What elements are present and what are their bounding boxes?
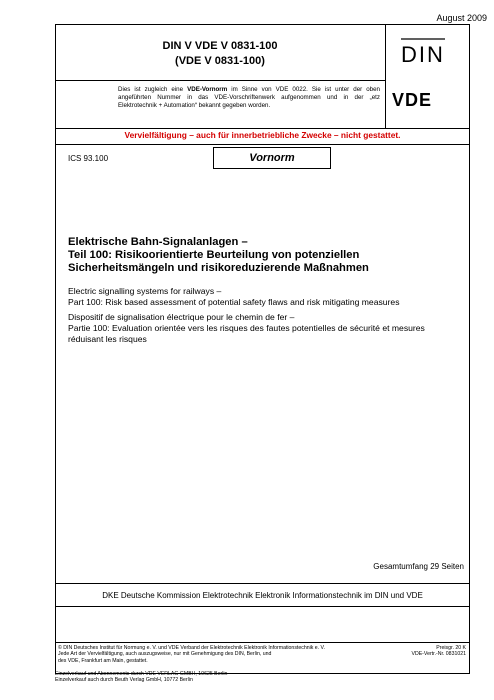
sales-beuth: Einzelverkauf auch durch Beuth Verlag GmbH, 10772 Berlin: [55, 677, 193, 684]
vde-note: [118, 86, 380, 110]
copyright-notice: © DIN Deutsches Institut für Normung e. V. und VDE Verband der Elektrotechnik Elektronik Informationstechnik e. V. Jede Art der Vervielfältigung, auch auszugsweise, nur mit Genehmigung des DIN, Berlin, und des VDE, Frankfurt am Main, gestattet.: [58, 645, 325, 664]
din-logo-text: DIN: [401, 42, 445, 67]
issue-date: August 2009: [436, 13, 487, 23]
vde-sales-number: VDE-Vertr.-Nr. 0831021: [411, 651, 466, 658]
divider: [55, 144, 470, 145]
vde-note-prefix: Dies ist zugleich eine: [118, 86, 188, 93]
din-logo: [400, 38, 446, 68]
committee: DKE Deutsche Kommission Elektrotechnik Elektronik Informationstechnik im DIN und VDE: [102, 591, 423, 600]
header-divider: [55, 80, 385, 81]
total-pages: Gesamtumfang 29 Seiten: [373, 562, 464, 571]
vde-logo: VDE: [392, 90, 433, 110]
page-frame: [55, 24, 470, 674]
sales-info: [55, 671, 385, 684]
divider: [55, 606, 470, 607]
vde-classification: (VDE V 0831-100): [175, 55, 265, 67]
title-french: Dispositif de signalisation électrique pour le chemin de fer – Partie 100: Evaluation orientée vers les risques des fautes potentielles de sécurité et mesures réduisant les risques: [68, 312, 425, 344]
document-type-box: Vornorm: [213, 147, 331, 169]
price-group: Preisgr. 20 K: [436, 645, 466, 651]
reproduction-notice: Vervielfältigung – auch für innerbetriebliche Zwecke – nicht gestattet.: [124, 130, 401, 140]
footer-divider: [55, 642, 470, 643]
sales-vde: Einzelverkauf und Abonnements durch VDE VERLAG GMBH, 10625 Berlin: [55, 671, 228, 677]
standard-number: DIN V VDE V 0831-100: [162, 40, 278, 52]
price-info: [390, 645, 466, 658]
divider: [55, 583, 470, 584]
ics-code: ICS 93.100: [68, 154, 109, 163]
header-divider: [55, 128, 470, 129]
header-divider: [385, 24, 386, 128]
title-german: Elektrische Bahn-Signalanlagen – Teil 100: Risikoorientierte Beurteilung von potenziellen Sicherheitsmängeln und risikoreduzierende Maßnahmen: [68, 236, 369, 274]
vde-note-suffix: im Sinne von VDE 0022. Sie ist unter der oben angeführten Nummer in das VDE-Vorschriftenwerk aufgenommen und in der „etz Elektrotechnik + Automation“ bekannt gegeben worden.: [118, 86, 380, 109]
vde-note-bold: VDE-Vornorm: [187, 86, 228, 93]
title-english: Electric signalling systems for railways – Part 100: Risk based assessment of potential safety flaws and risk mitigating measures: [68, 286, 400, 307]
